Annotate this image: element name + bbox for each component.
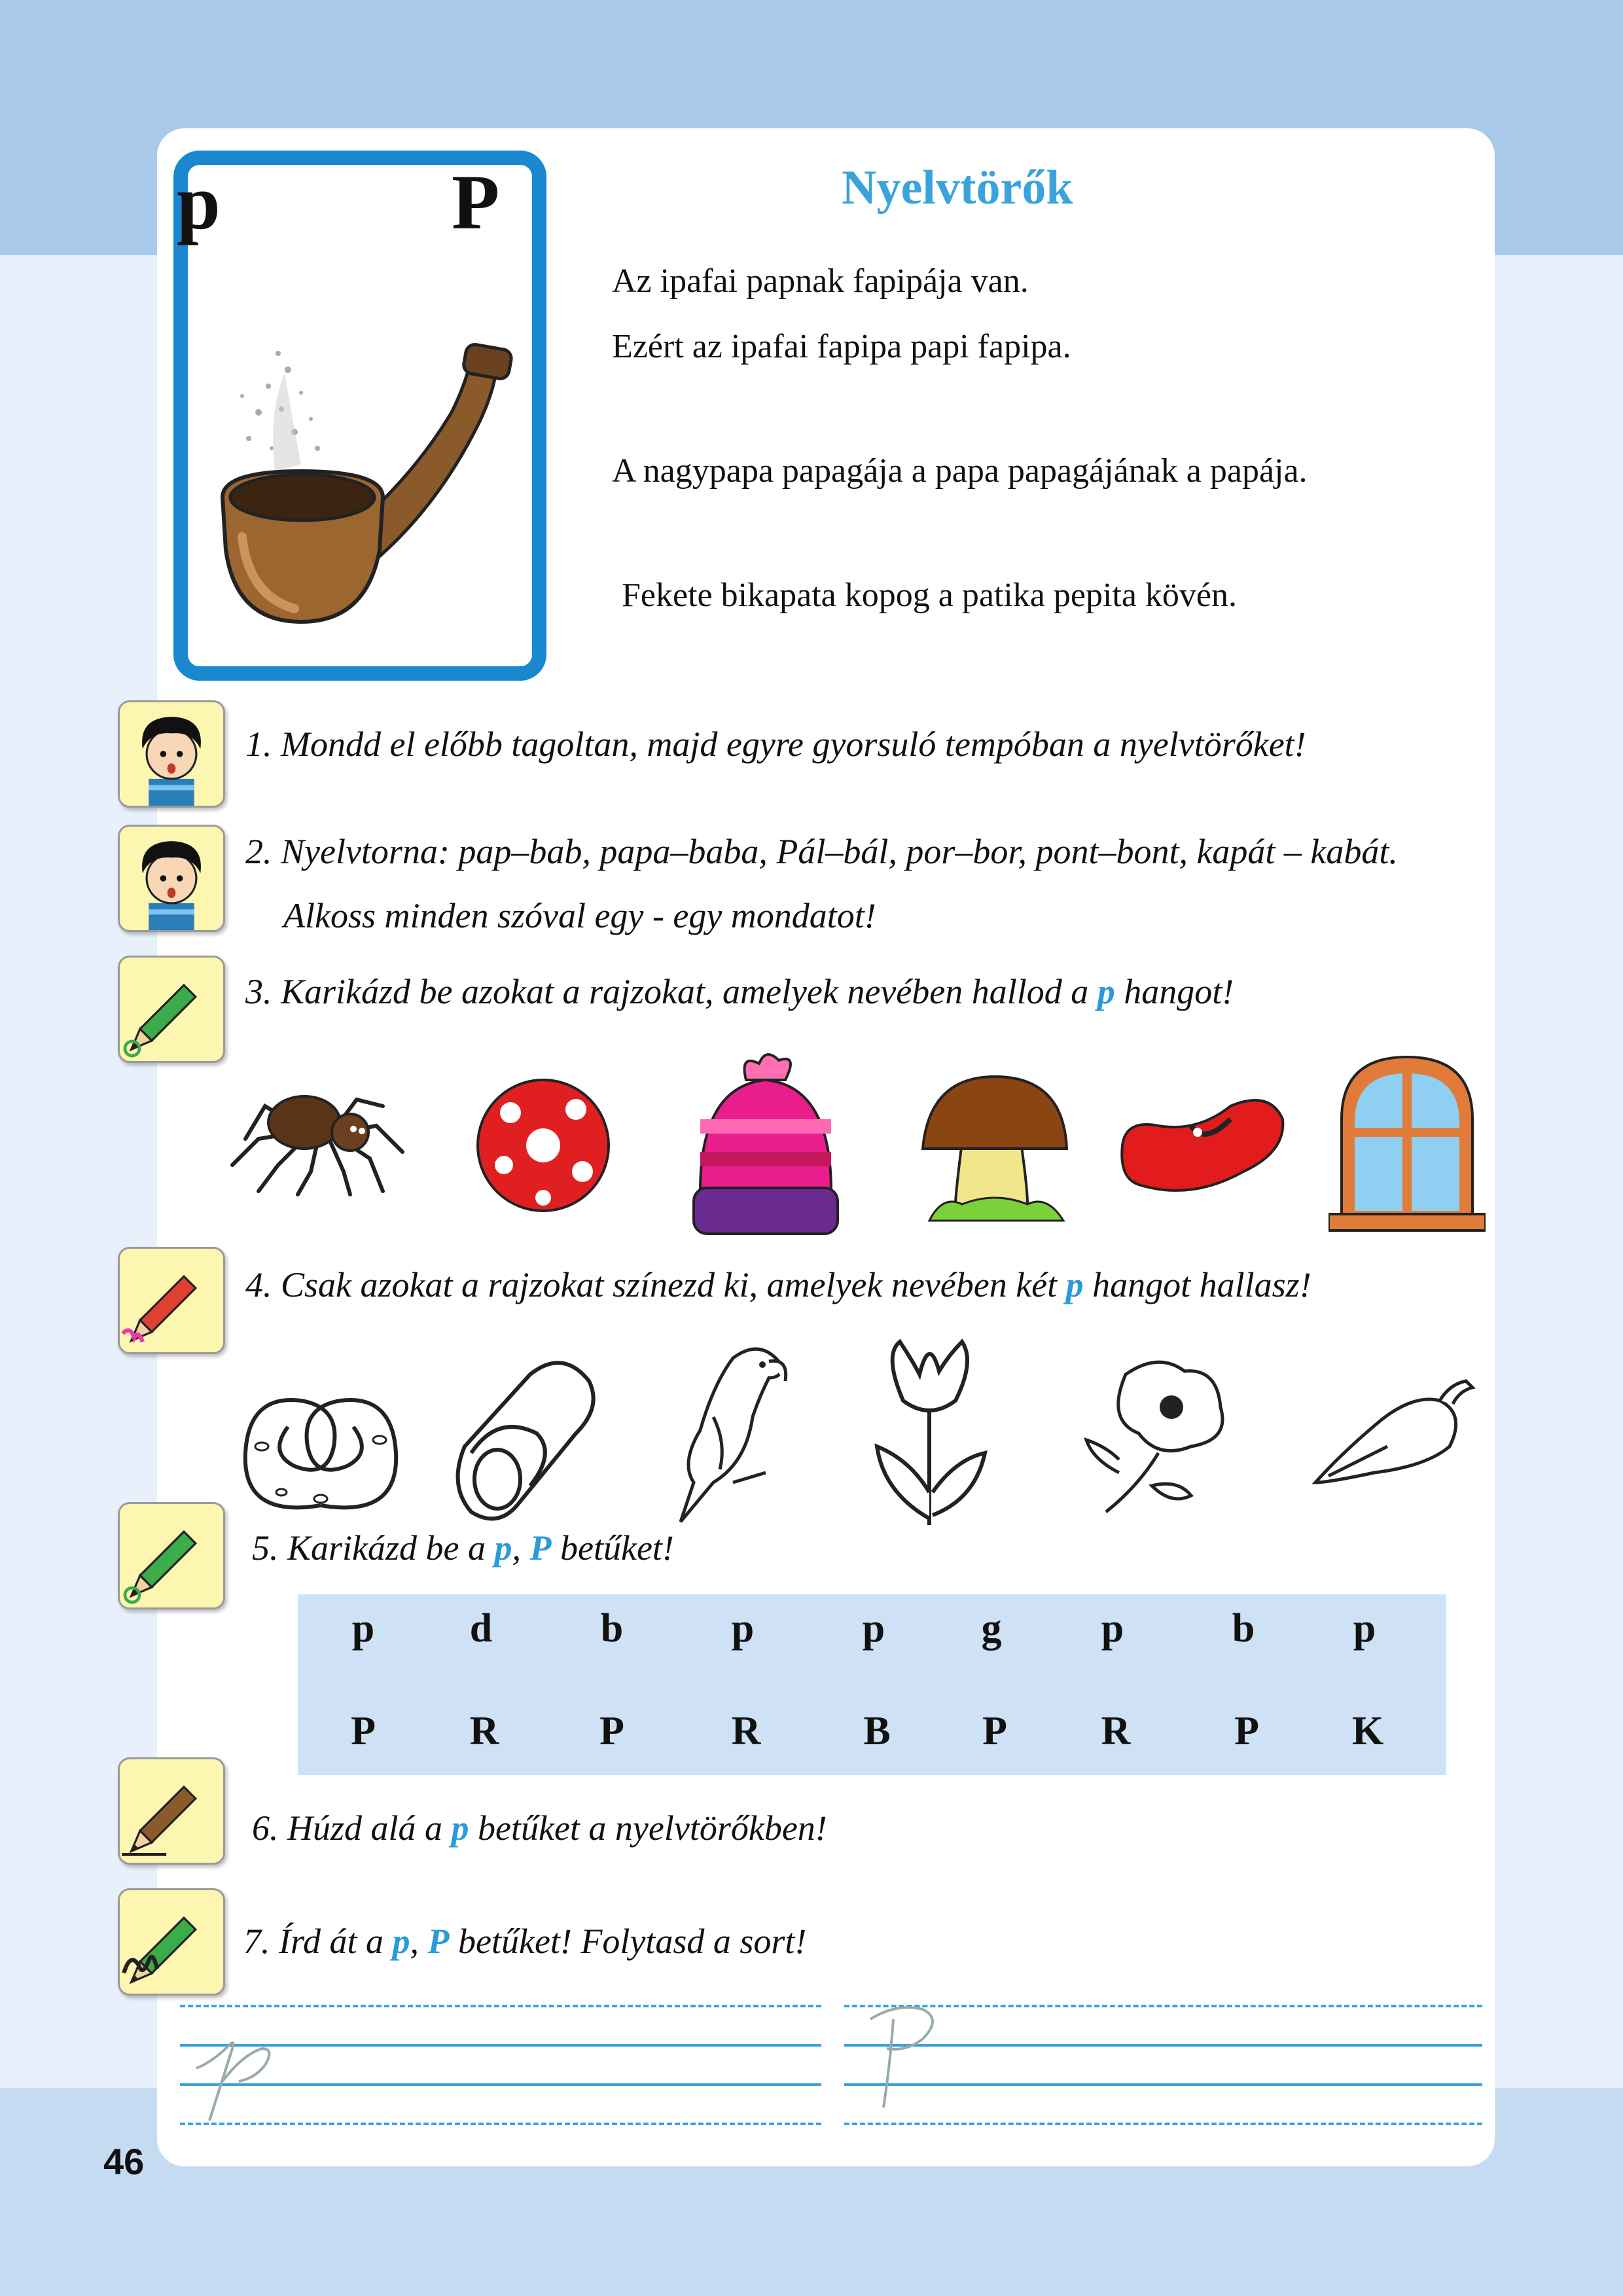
table-letter[interactable]: P (351, 1709, 376, 1753)
card-uppercase-letter: P (452, 158, 500, 245)
tongue-twisters-title: Nyelvtörők (842, 161, 1073, 215)
task-2 (245, 831, 1398, 872)
table-letter[interactable]: p (862, 1606, 885, 1651)
tongue-twister-line: Fekete bikapata kopog a patika pepita kövén. (622, 577, 1238, 614)
shoe-icon (1113, 1080, 1289, 1204)
page-number: 46 (103, 2141, 145, 2182)
table-letter[interactable]: b (1232, 1606, 1255, 1651)
talking-boy-icon (118, 700, 225, 808)
task-number: 3. (245, 972, 272, 1011)
spider-icon (219, 1067, 416, 1198)
table-letter[interactable]: p (731, 1606, 755, 1651)
pretzel-icon (236, 1374, 406, 1525)
tongue-twister-line: A nagypapa papagája a papa papagájának a papája. (612, 452, 1308, 490)
table-letter[interactable]: R (731, 1709, 761, 1753)
table-letter[interactable]: b (600, 1606, 624, 1651)
table-letter[interactable]: P (599, 1709, 624, 1753)
task-number: 4. (245, 1265, 272, 1304)
task-text: Húzd alá a (287, 1808, 452, 1848)
table-letter[interactable]: p (1101, 1606, 1124, 1651)
task-text: hangot hallasz! (1083, 1265, 1311, 1304)
task-number: 7. (243, 1922, 270, 1961)
pipe-icon (196, 334, 530, 635)
highlight-letter: P (529, 1528, 552, 1568)
task-text: Karikázd be a (287, 1528, 495, 1568)
cursive-uppercase-p-trace (851, 2000, 949, 2111)
highlight-letter: p (1065, 1265, 1084, 1304)
green-pencil-icon (118, 1502, 225, 1609)
cursive-lowercase-p-trace (183, 2029, 288, 2127)
window-icon (1329, 1047, 1486, 1234)
task-text: Írd át a (279, 1922, 393, 1961)
table-letter[interactable]: g (981, 1606, 1002, 1651)
table-letter[interactable]: R (1101, 1709, 1131, 1753)
highlight-letter: p (1097, 972, 1115, 1011)
table-letter[interactable]: d (469, 1606, 493, 1651)
green-pencil-icon (118, 956, 225, 1063)
task-3 (245, 971, 1234, 1012)
table-letter[interactable]: B (863, 1709, 891, 1753)
task-5 (252, 1528, 674, 1568)
table-letter[interactable]: p (351, 1606, 375, 1651)
task-number: 6. (252, 1808, 279, 1848)
task-text: Nyelvtorna: pap–bab, papa–baba, Pál–bál, por–bor, pont–bont, kapát – kabát. (281, 832, 1398, 871)
task-text: betűket! Folytasd a sort! (449, 1922, 807, 1961)
table-letter[interactable]: R (469, 1709, 499, 1753)
table-letter[interactable]: P (982, 1709, 1007, 1753)
task-number: 5. (252, 1528, 279, 1568)
tongue-twister-line: Ezért az ipafai fapipa papi fapipa. (612, 328, 1071, 365)
task-2-line-2: Alkoss minden szóval egy - egy mondatot! (283, 896, 876, 935)
writing-pencil-icon (118, 1888, 225, 1996)
tongue-twister-line: Az ipafai papnak fapipája van. (612, 262, 1029, 300)
tulip-icon (864, 1329, 995, 1532)
highlight-letter: p (494, 1528, 512, 1568)
task-text: Csak azokat a rajzokat színezd ki, amelyek nevében két (281, 1265, 1066, 1304)
task-1 (245, 724, 1306, 764)
task-text: hangot! (1115, 972, 1234, 1011)
task-number: 2. (245, 832, 272, 871)
table-letter[interactable]: K (1351, 1709, 1384, 1753)
task-text: betűket! (551, 1528, 674, 1568)
red-pencil-icon (118, 1247, 225, 1354)
task-number: 1. (245, 725, 272, 764)
highlight-letter: p (392, 1922, 410, 1961)
table-letter[interactable]: p (1353, 1606, 1376, 1651)
task-7 (243, 1921, 806, 1962)
task-text: betűket a nyelvtörőkben! (469, 1808, 827, 1848)
slipper-icon (445, 1355, 602, 1532)
task-text: Karikázd be azokat a rajzokat, amelyek nevében hallod a (281, 972, 1097, 1011)
task-text: Mondd el előbb tagoltan, majd egyre gyorsuló tempóban a nyelvtörőket! (281, 725, 1306, 764)
parrot-icon (654, 1332, 798, 1528)
winter-hat-icon (687, 1047, 844, 1244)
highlight-letter: P (427, 1922, 450, 1961)
table-letter[interactable]: P (1234, 1709, 1259, 1753)
poppy-icon (1080, 1355, 1237, 1518)
mushroom-icon (916, 1064, 1073, 1227)
task-text: , (410, 1922, 428, 1961)
toadstool-icon (471, 1073, 615, 1217)
task-text: , (512, 1528, 530, 1568)
pepper-icon (1309, 1374, 1479, 1492)
card-lowercase-letter: p (177, 158, 221, 245)
task-6 (252, 1808, 827, 1848)
talking-boy-icon (118, 825, 225, 932)
highlight-letter: p (451, 1808, 469, 1848)
task-4 (245, 1265, 1311, 1305)
brown-pencil-icon (118, 1757, 225, 1865)
